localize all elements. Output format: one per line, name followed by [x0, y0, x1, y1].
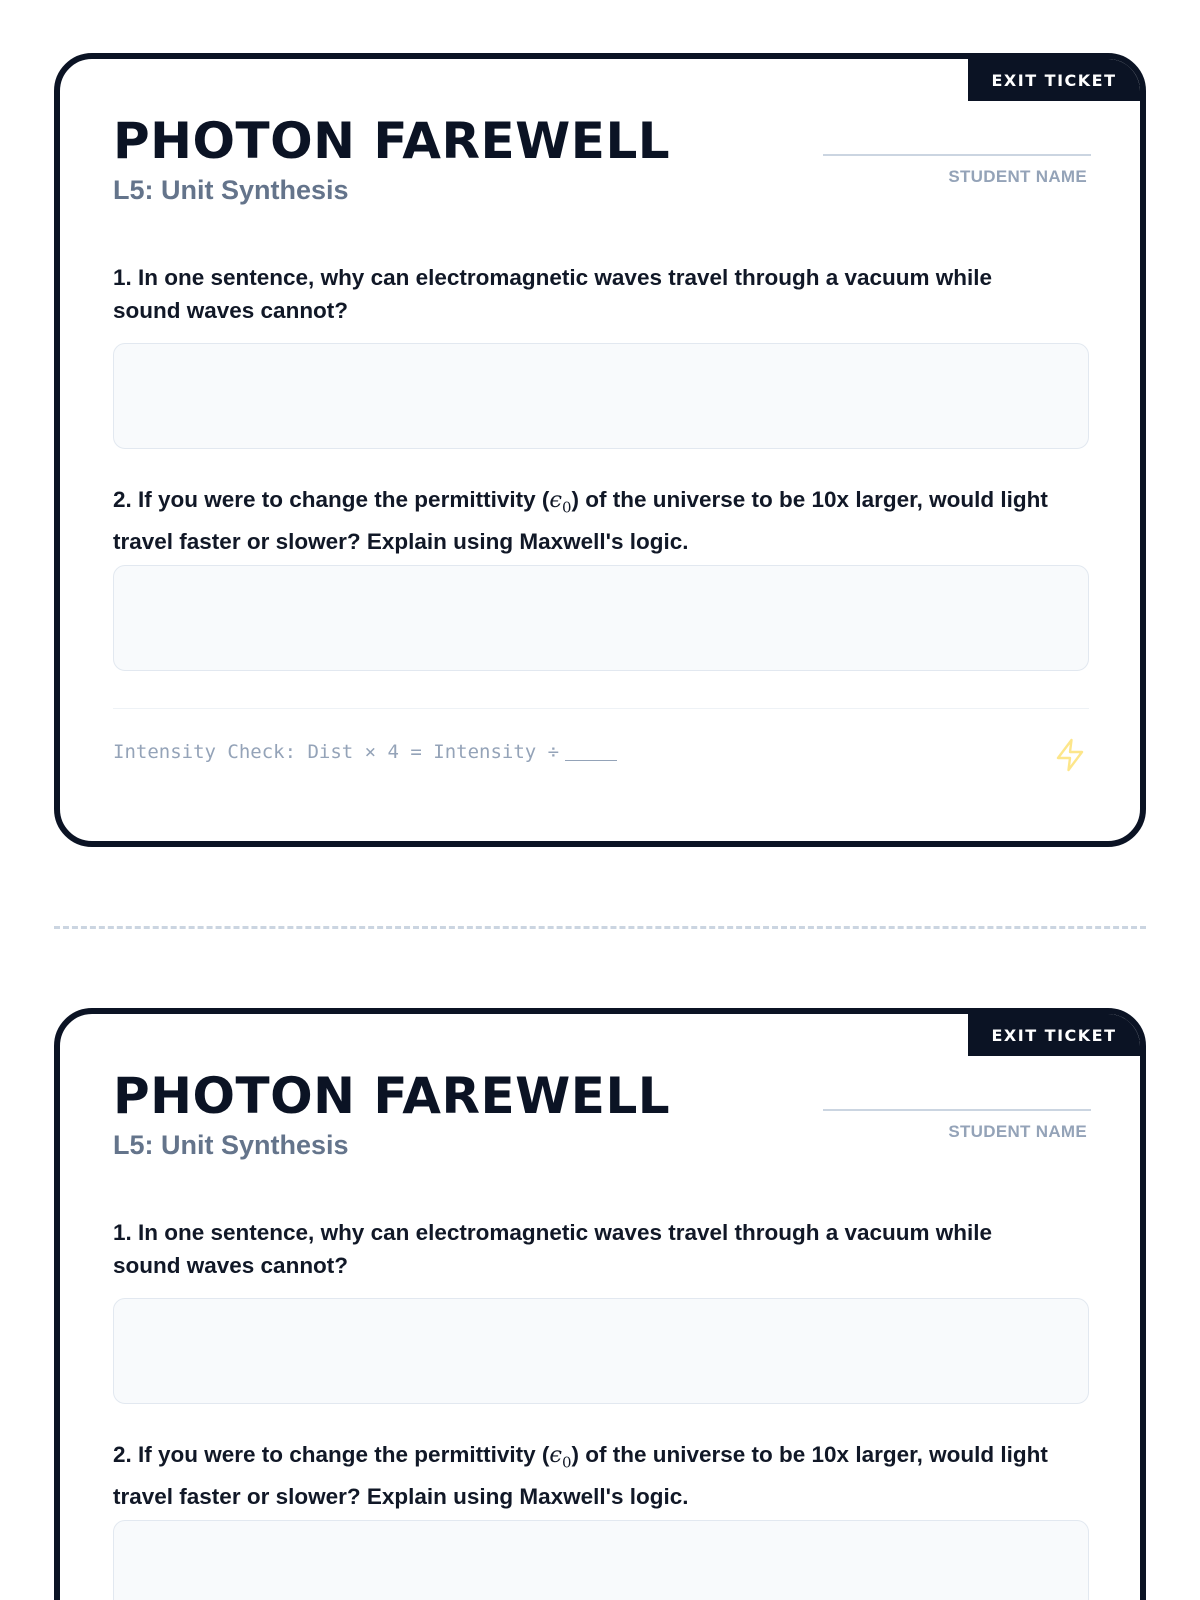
exit-ticket-badge: EXIT TICKET [968, 59, 1140, 101]
ticket-title: PHOTON FAREWELL [113, 112, 671, 170]
exit-ticket-card [54, 1008, 1146, 1600]
answer-box-2[interactable] [113, 565, 1089, 671]
question-2-text-start: 2. If you were to change the permittivity ( [113, 487, 550, 512]
question-1: 1. In one sentence, why can electromagnetic waves travel through a vacuum while sound waves cannot? [113, 1220, 993, 1278]
footer-divider [113, 708, 1089, 709]
question-2-text-end: ) of the universe to be 10x larger, would light travel faster or slower? Explain using Maxwell's logic. [113, 487, 1048, 554]
question-2 [113, 1438, 1053, 1513]
ticket-title: PHOTON FAREWELL [113, 1067, 671, 1125]
question-2-text-end: ) of the universe to be 10x larger, would light travel faster or slower? Explain using Maxwell's logic. [113, 1442, 1048, 1509]
permittivity-symbol: $\epsilon_0$ [549, 1442, 572, 1472]
answer-box-2[interactable] [113, 1520, 1089, 1600]
cut-line [54, 926, 1146, 929]
exit-ticket-badge: EXIT TICKET [968, 1014, 1140, 1056]
student-name-label: STUDENT NAME [948, 167, 1087, 186]
intensity-check [113, 741, 617, 763]
student-name-field[interactable] [823, 1109, 1091, 1111]
permittivity-symbol: $\epsilon_0$ [549, 487, 572, 517]
answer-box-1[interactable] [113, 343, 1089, 449]
student-name-label: STUDENT NAME [948, 1122, 1087, 1141]
question-1: 1. In one sentence, why can electromagnetic waves travel through a vacuum while sound waves cannot? [113, 265, 993, 323]
student-name-field[interactable] [823, 154, 1091, 156]
ticket-subtitle: L5: Unit Synthesis [113, 175, 349, 205]
lightning-bolt-icon [1052, 735, 1088, 775]
ticket-subtitle: L5: Unit Synthesis [113, 1130, 349, 1160]
answer-box-1[interactable] [113, 1298, 1089, 1404]
intensity-blank[interactable] [565, 760, 617, 761]
exit-ticket-card [54, 53, 1146, 847]
intensity-check-text: Intensity Check: Dist × 4 = Intensity ÷ [113, 741, 560, 763]
question-2 [113, 483, 1053, 558]
question-2-text-start: 2. If you were to change the permittivity ( [113, 1442, 550, 1467]
